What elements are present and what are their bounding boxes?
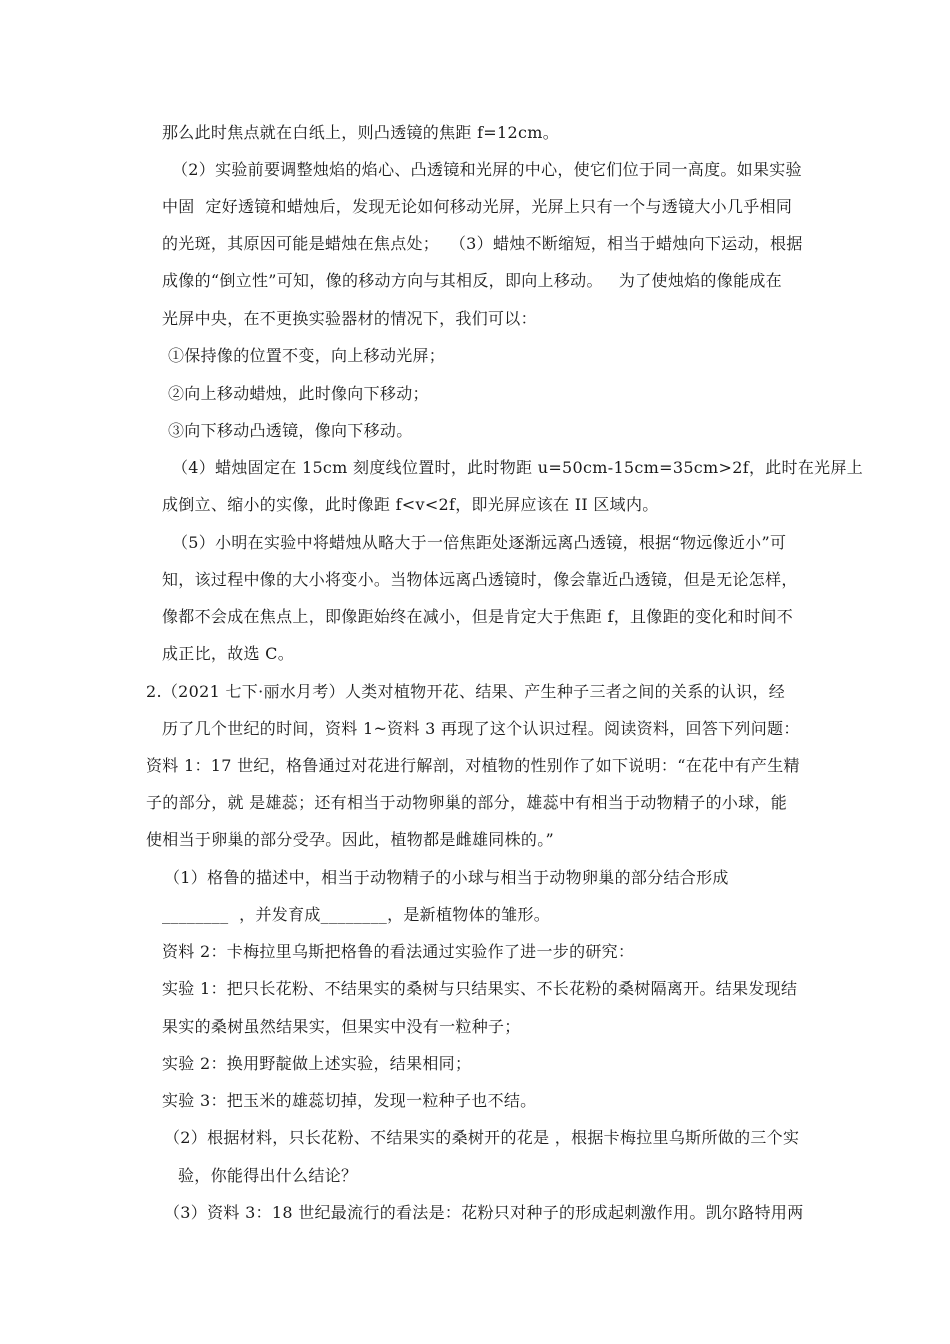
text-line: ②向上移动蜡烛，此时像向下移动；: [168, 384, 429, 403]
text-line: 成像的“倒立性”可知，像的移动方向与其相反，即向上移动。 为了使烛焰的像能成在: [162, 271, 782, 290]
text-line: 历了几个世纪的时间，资料 1~资料 3 再现了这个认识过程。阅读资料，回答下列问题：: [162, 719, 800, 738]
text-line: 像都不会成在焦点上，即像距始终在减小，但是肯定大于焦距 f，且像距的变化和时间不: [162, 607, 794, 626]
text-line: （5）小明在实验中将蜡烛从略大于一倍焦距处逐渐远离凸透镜，根据“物远像近小”可: [172, 533, 787, 552]
text-line: 光屏中央，在不更换实验器材的情况下，我们可以：: [162, 309, 537, 328]
text-line: （2）实验前要调整烛焰的焰心、凸透镜和光屏的中心，使它们位于同一高度。如果实验: [172, 160, 802, 179]
text-line: （4）蜡烛固定在 15cm 刻度线位置时，此时物距 u=50cm-15cm=35cm>2f，此时在光屏上: [172, 458, 864, 477]
text-line: 子的部分，就 是雄蕊；还有相当于动物卵巢的部分，雄蕊中有相当于动物精子的小球，能: [146, 793, 788, 812]
text-line: 实验 2：换用野靛做上述实验，结果相同；: [162, 1054, 472, 1073]
question-heading: 2.（2021 七下·丽水月考）人类对植物开花、结果、产生种子三者之间的关系的认识，经: [146, 682, 786, 701]
text-line: 资料 2：卡梅拉里乌斯把格鲁的看法通过实验作了进一步的研究：: [162, 942, 635, 961]
text-line: 成正比，故选 C。: [162, 644, 295, 663]
text-line: （3）资料 3：18 世纪最流行的看法是：花粉只对种子的形成起刺激作用。凯尔路特用两: [164, 1203, 804, 1222]
text-line: 实验 3：把玉米的雄蕊切掉，发现一粒种子也不结。: [162, 1091, 537, 1110]
text-line: 果实的桑树虽然结果实，但果实中没有一粒种子；: [162, 1017, 521, 1036]
text-line: 使相当于卵巢的部分受孕。因此，植物都是雌雄同株的。”: [146, 830, 554, 849]
text-line: ①保持像的位置不变，向上移动光屏；: [168, 346, 446, 365]
text-line: ③向下移动凸透镜，像向下移动。: [168, 421, 413, 440]
fill-blank-line: ________ ，并发育成________，是新植物体的雏形。: [162, 905, 551, 924]
text-line: 实验 1：把只长花粉、不结果实的桑树与只结果实、不长花粉的桑树隔离开。结果发现结: [162, 979, 798, 998]
text-line: 知，该过程中像的大小将变小。当物体远离凸透镜时，像会靠近凸透镜，但是无论怎样，: [162, 570, 798, 589]
text-line: （1）格鲁的描述中，相当于动物精子的小球与相当于动物卵巢的部分结合形成: [164, 868, 729, 887]
text-line: 那么此时焦点就在白纸上，则凸透镜的焦距 f=12cm。: [162, 123, 560, 142]
text-line: 验，你能得出什么结论？: [178, 1166, 358, 1185]
text-line: 的光斑，其原因可能是蜡烛在焦点处； （3）蜡烛不断缩短，相当于蜡烛向下运动，根据: [162, 234, 803, 253]
text-line: 成倒立、缩小的实像，此时像距 f<v<2f，即光屏应该在 II 区域内。: [162, 495, 659, 514]
text-line: （2）根据材料，只长花粉、不结果实的桑树开的花是 ，根据卡梅拉里乌斯所做的三个实: [164, 1128, 800, 1147]
text-line: 中固 定好透镜和蜡烛后，发现无论如何移动光屏，光屏上只有一个与透镜大小几乎相同: [162, 197, 793, 216]
text-line: 资料 1：17 世纪，格鲁通过对花进行解剖，对植物的性别作了如下说明：“在花中有产生精: [146, 756, 800, 775]
